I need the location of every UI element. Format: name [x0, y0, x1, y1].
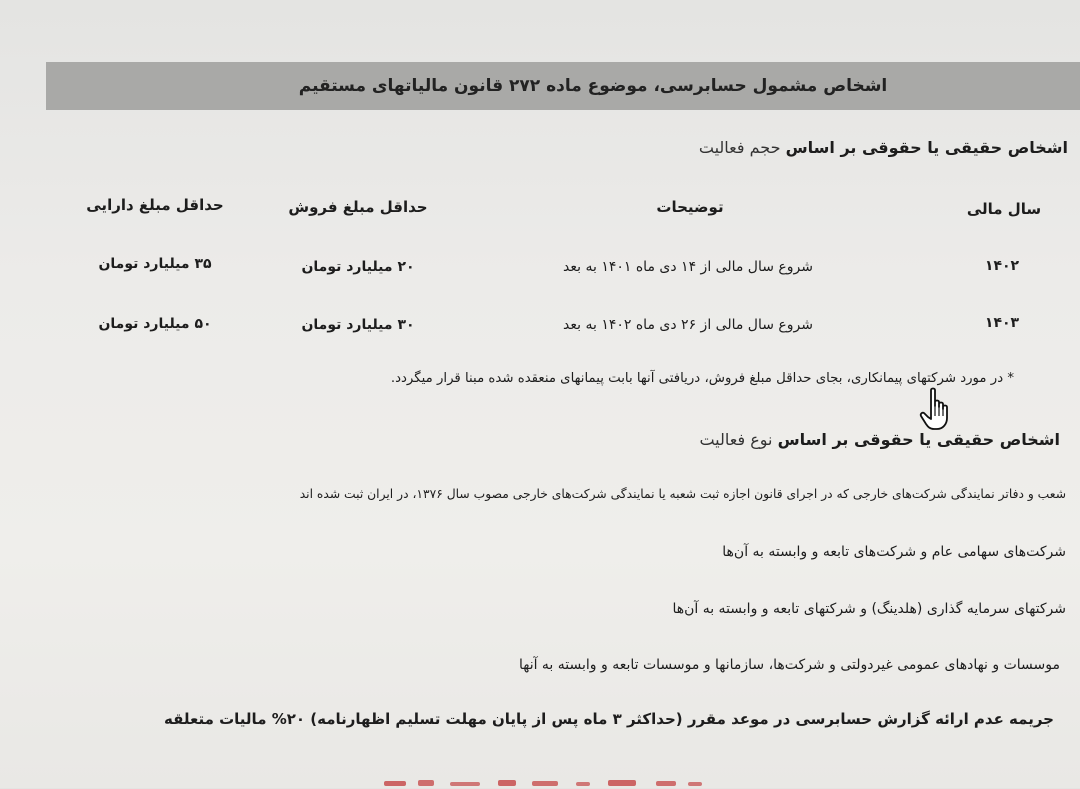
- list-item: شرکت‌های سهامی عام و شرکت‌های تابعه و وابسته به آن‌ها: [722, 544, 1066, 560]
- section-heading-type-bold: اشخاص حقیقی یا حقوقی بر اساس: [777, 430, 1060, 449]
- header-min-sales: حداقل مبلغ فروش: [288, 198, 428, 216]
- header-year: سال مالی: [966, 200, 1042, 218]
- row-description: شروع سال مالی از ۲۶ دی ماه ۱۴۰۲ به بعد: [563, 317, 813, 333]
- contractor-note: * در مورد شرکتهای پیمانکاری، بجای حداقل مبلغ فروش، دریافتی آنها بابت پیمانهای منعقده شده مبنا قرار میگردد.: [390, 371, 1014, 386]
- penalty-text: جریمه عدم ارائه گزارش حسابرسی در موعد مقرر (حداکثر ۳ ماه پس از پایان مهلت تسلیم اظهارنامه) ۲۰% مالیات متعلقه: [163, 710, 1054, 728]
- row-min-sales: ۳۰ میلیارد تومان: [301, 317, 415, 333]
- section-heading-volume: [699, 138, 1068, 157]
- cropped-red-text-fragment: [380, 775, 710, 789]
- section-heading-volume-light: حجم فعالیت: [698, 138, 781, 157]
- hand-pointer-icon: [918, 386, 958, 432]
- list-item: شعب و دفاتر نمایندگی شرکت‌های خارجی که در اجرای قانون اجازه ثبت شعبه یا نمایندگی شرکت‌های خارجی مصوب سال ۱۳۷۶، در ایران ثبت شده اند: [299, 487, 1066, 501]
- list-item: شرکتهای سرمایه گذاری (هلدینگ) و شرکتهای تابعه و وابسته به آن‌ها: [672, 601, 1066, 617]
- banner-title: اشخاص مشمول حسابرسی، موضوع ماده ۲۷۲ قانون مالیاتهای مستقیم: [298, 76, 888, 96]
- header-min-assets: حداقل مبلغ دارایی: [86, 196, 224, 214]
- row-min-assets: ۳۵ میلیارد تومان: [98, 256, 212, 272]
- section-heading-volume-bold: اشخاص حقیقی یا حقوقی بر اساس: [785, 138, 1068, 157]
- row-description: شروع سال مالی از ۱۴ دی ماه ۱۴۰۱ به بعد: [563, 259, 813, 275]
- section-heading-type: [699, 430, 1060, 449]
- row-year: ۱۴۰۲: [984, 258, 1020, 274]
- title-banner: [46, 62, 1080, 110]
- row-year: ۱۴۰۳: [984, 315, 1020, 331]
- section-heading-type-light: نوع فعالیت: [699, 430, 773, 449]
- header-description: توضیحات: [656, 198, 724, 216]
- list-item: موسسات و نهادهای عمومی غیردولتی و شرکت‌ها، سازمانها و موسسات تابعه و وابسته به آنها: [518, 657, 1060, 673]
- row-min-sales: ۲۰ میلیارد تومان: [301, 259, 415, 275]
- row-min-assets: ۵۰ میلیارد تومان: [98, 316, 212, 332]
